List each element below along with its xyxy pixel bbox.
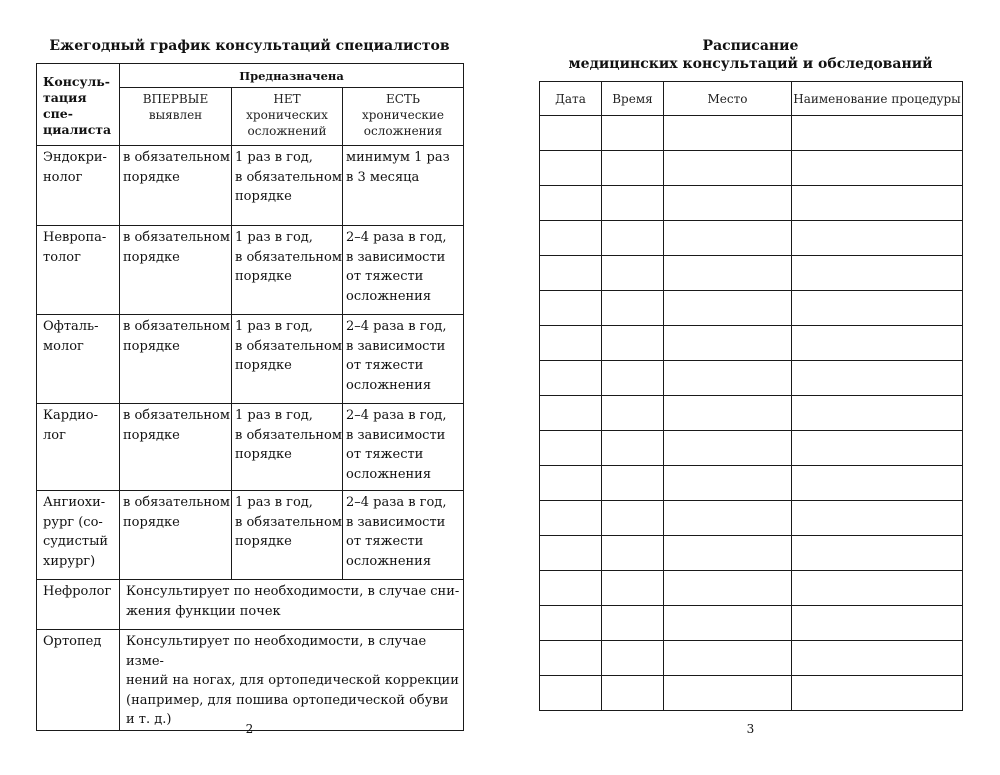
cell-line: 1 раз в год, <box>235 150 313 165</box>
schedule-row <box>540 396 963 431</box>
first-detected-cell <box>120 226 232 315</box>
table-row <box>37 580 464 630</box>
date-cell[interactable] <box>540 641 602 676</box>
place-cell[interactable] <box>664 571 792 606</box>
place-cell[interactable] <box>664 186 792 221</box>
date-cell[interactable] <box>540 396 602 431</box>
appointment-schedule-table <box>539 81 963 711</box>
schedule-row <box>540 256 963 291</box>
first-detected-cell <box>120 315 232 404</box>
cell-line: порядке <box>123 338 180 354</box>
specialist-cell <box>37 146 120 226</box>
cell-line: порядке <box>235 269 292 284</box>
schedule-row <box>540 641 963 676</box>
cell-line: нолог <box>43 169 83 185</box>
right-title-line-2: медицинских консультаций и обследований <box>568 56 933 72</box>
schedule-row <box>540 186 963 221</box>
cell-line: и т. д.) <box>126 712 172 727</box>
table-row <box>37 404 464 491</box>
no-complications-cell <box>232 315 343 404</box>
specialist-cell: Ортопед <box>37 630 120 731</box>
cell-line: в обязательном <box>123 495 230 510</box>
cell-line: ВПЕРВЫЕ <box>142 92 209 106</box>
page-number-left: 2 <box>245 722 254 736</box>
schedule-row <box>540 326 963 361</box>
schedule-row <box>540 571 963 606</box>
place-cell[interactable] <box>664 221 792 256</box>
place-cell[interactable] <box>664 326 792 361</box>
cell-line: НЕТ <box>273 92 301 106</box>
first-detected-cell <box>120 404 232 491</box>
date-cell[interactable] <box>540 116 602 151</box>
no-complications-cell <box>232 404 343 491</box>
schedule-row <box>540 291 963 326</box>
place-cell[interactable] <box>664 116 792 151</box>
cell-line: порядке <box>235 534 292 549</box>
procedure-cell[interactable] <box>792 221 963 256</box>
has-complications-cell <box>343 146 464 226</box>
procedure-cell[interactable] <box>792 396 963 431</box>
consultation-schedule-table <box>36 63 464 731</box>
cell-line: в обязательном <box>235 427 342 443</box>
time-cell[interactable] <box>602 536 664 571</box>
cell-line: Консуль- <box>43 74 110 89</box>
time-cell[interactable] <box>602 466 664 501</box>
cell-line: в зависимости <box>346 427 446 443</box>
schedule-row <box>540 431 963 466</box>
time-cell[interactable] <box>602 116 664 151</box>
header-specialist-consultation <box>37 64 120 146</box>
cell-line: порядке <box>123 427 180 443</box>
left-page-title: Ежегодный график консультаций специалистов <box>49 38 450 54</box>
table-row <box>37 146 464 226</box>
time-cell[interactable] <box>602 151 664 186</box>
date-cell[interactable] <box>540 606 602 641</box>
column-header-date: Дата <box>540 82 602 116</box>
column-header-time: Время <box>602 82 664 116</box>
cell-line: в обязательном <box>235 338 342 354</box>
has-complications-cell <box>343 404 464 491</box>
cell-line: от тяжести <box>346 534 424 549</box>
place-cell[interactable] <box>664 361 792 396</box>
date-cell[interactable] <box>540 431 602 466</box>
right-title-line-1: Расписание <box>702 38 799 54</box>
procedure-cell[interactable] <box>792 676 963 711</box>
specialist-cell <box>37 491 120 580</box>
time-cell[interactable] <box>602 431 664 466</box>
cell-line: 2–4 раза в год, <box>346 408 447 423</box>
cell-line: хронические <box>361 108 445 122</box>
date-cell[interactable] <box>540 571 602 606</box>
cell-line: от тяжести <box>346 269 424 284</box>
cell-line: 1 раз в год, <box>235 495 313 510</box>
table-row <box>37 315 464 404</box>
specialist-cell <box>37 315 120 404</box>
procedure-cell[interactable] <box>792 641 963 676</box>
place-cell[interactable] <box>664 466 792 501</box>
specialist-cell: Нефролог <box>37 580 120 630</box>
schedule-row <box>540 536 963 571</box>
cell-line: в зависимости <box>346 249 446 265</box>
cell-line: в обязательном <box>123 408 230 423</box>
schedule-row <box>540 151 963 186</box>
procedure-cell[interactable] <box>792 151 963 186</box>
table-row <box>37 226 464 315</box>
time-cell[interactable] <box>602 676 664 711</box>
table-row <box>37 491 464 580</box>
time-cell[interactable] <box>602 361 664 396</box>
time-cell[interactable] <box>602 221 664 256</box>
schedule-row <box>540 116 963 151</box>
cell-line: нений на ногах, для ортопедической коррекции <box>126 673 459 688</box>
cell-line: от тяжести <box>346 358 424 373</box>
cell-line: в обязательном <box>123 150 230 165</box>
procedure-cell[interactable] <box>792 326 963 361</box>
time-cell[interactable] <box>602 186 664 221</box>
procedure-cell[interactable] <box>792 536 963 571</box>
date-cell[interactable] <box>540 676 602 711</box>
procedure-cell[interactable] <box>792 186 963 221</box>
first-detected-cell <box>120 146 232 226</box>
has-complications-cell <box>343 226 464 315</box>
cell-line: ЕСТЬ <box>385 92 421 106</box>
column-header-procedure: Наименование процедуры <box>792 82 963 116</box>
cell-line: в обязательном <box>235 169 342 185</box>
procedure-cell[interactable] <box>792 431 963 466</box>
place-cell[interactable] <box>664 291 792 326</box>
cell-line: тация спе- <box>43 90 87 121</box>
cell-line: лог <box>43 427 66 443</box>
cell-line: в обязательном <box>123 319 230 334</box>
cell-line: рург (со- <box>43 514 103 530</box>
cell-line: 2–4 раза в год, <box>346 319 447 334</box>
table-row <box>37 630 464 731</box>
column-header-place: Место <box>664 82 792 116</box>
place-cell[interactable] <box>664 606 792 641</box>
cell-line: судистый <box>43 534 109 549</box>
consultation-note-cell <box>120 580 464 630</box>
cell-line: 1 раз в год, <box>235 230 313 245</box>
cell-line: минимум 1 раз <box>346 150 450 165</box>
cell-line: 1 раз в год, <box>235 408 313 423</box>
place-cell[interactable] <box>664 641 792 676</box>
specialist-cell <box>37 404 120 491</box>
has-complications-cell <box>343 315 464 404</box>
cell-line: хронических <box>246 108 328 122</box>
schedule-row <box>540 361 963 396</box>
no-complications-cell <box>232 226 343 315</box>
header-intended-for: Предназначена <box>120 64 464 88</box>
place-cell[interactable] <box>664 151 792 186</box>
page-number-right: 3 <box>746 722 755 736</box>
place-cell[interactable] <box>664 501 792 536</box>
cell-line: осложнения <box>346 377 432 393</box>
no-complications-cell <box>232 491 343 580</box>
procedure-cell[interactable] <box>792 501 963 536</box>
cell-line: в зависимости <box>346 338 446 354</box>
has-complications-cell <box>343 491 464 580</box>
schedule-header-row <box>540 82 963 116</box>
cell-line: осложнения <box>346 466 432 482</box>
schedule-row <box>540 221 963 256</box>
date-cell[interactable] <box>540 221 602 256</box>
cell-line: Ангиохи- <box>43 495 106 510</box>
cell-line: хирург) <box>43 553 96 569</box>
header-row-1 <box>37 64 464 88</box>
cell-line: 2–4 раза в год, <box>346 495 447 510</box>
schedule-row <box>540 606 963 641</box>
schedule-row <box>540 466 963 501</box>
cell-line: порядке <box>235 358 292 373</box>
cell-line: порядке <box>123 514 180 530</box>
schedule-row <box>540 676 963 711</box>
cell-line: молог <box>43 338 84 354</box>
cell-line: Кардио- <box>43 408 99 423</box>
date-cell[interactable] <box>540 291 602 326</box>
first-detected-cell <box>120 491 232 580</box>
header-has-complications <box>343 88 464 146</box>
procedure-cell[interactable] <box>792 116 963 151</box>
cell-line: порядке <box>123 169 180 185</box>
place-cell[interactable] <box>664 396 792 431</box>
place-cell[interactable] <box>664 676 792 711</box>
cell-line: осложнения <box>363 124 443 138</box>
cell-line: порядке <box>235 447 292 462</box>
date-cell[interactable] <box>540 326 602 361</box>
date-cell[interactable] <box>540 186 602 221</box>
date-cell[interactable] <box>540 501 602 536</box>
cell-line: (например, для пошива ортопедической обуви <box>126 692 449 708</box>
time-cell[interactable] <box>602 256 664 291</box>
header-first-detected <box>120 88 232 146</box>
cell-line: осложнения <box>346 288 432 304</box>
cell-line: в 3 месяца <box>346 169 420 185</box>
date-cell[interactable] <box>540 151 602 186</box>
schedule-row <box>540 501 963 536</box>
cell-line: в обязательном <box>235 249 342 265</box>
no-complications-cell <box>232 146 343 226</box>
cell-line: циалиста <box>43 122 112 137</box>
procedure-cell[interactable] <box>792 291 963 326</box>
right-page-title <box>539 37 962 73</box>
cell-line: порядке <box>123 249 180 265</box>
cell-line: Консультирует по необходимости, в случае изме- <box>126 634 427 669</box>
cell-line: Офталь- <box>43 319 99 334</box>
date-cell[interactable] <box>540 361 602 396</box>
specialist-cell <box>37 226 120 315</box>
cell-line: в обязательном <box>123 230 230 245</box>
cell-line: порядке <box>235 189 292 204</box>
cell-line: осложнений <box>247 124 327 138</box>
time-cell[interactable] <box>602 606 664 641</box>
procedure-cell[interactable] <box>792 256 963 291</box>
cell-line: от тяжести <box>346 447 424 462</box>
date-cell[interactable] <box>540 256 602 291</box>
cell-line: Консультирует по необходимости, в случае сни- <box>126 584 460 599</box>
time-cell[interactable] <box>602 326 664 361</box>
consultation-note-cell <box>120 630 464 731</box>
cell-line: жения функции почек <box>126 603 281 619</box>
header-no-complications <box>232 88 343 146</box>
time-cell[interactable] <box>602 396 664 431</box>
place-cell[interactable] <box>664 536 792 571</box>
place-cell[interactable] <box>664 256 792 291</box>
date-cell[interactable] <box>540 466 602 501</box>
cell-line: в зависимости <box>346 514 446 530</box>
procedure-cell[interactable] <box>792 571 963 606</box>
cell-line: в обязательном <box>235 514 342 530</box>
procedure-cell[interactable] <box>792 361 963 396</box>
time-cell[interactable] <box>602 501 664 536</box>
time-cell[interactable] <box>602 291 664 326</box>
cell-line: 1 раз в год, <box>235 319 313 334</box>
time-cell[interactable] <box>602 641 664 676</box>
place-cell[interactable] <box>664 431 792 466</box>
procedure-cell[interactable] <box>792 606 963 641</box>
cell-line: толог <box>43 249 81 265</box>
cell-line: выявлен <box>148 108 203 122</box>
time-cell[interactable] <box>602 571 664 606</box>
cell-line: Эндокри- <box>43 150 107 165</box>
procedure-cell[interactable] <box>792 466 963 501</box>
cell-line: 2–4 раза в год, <box>346 230 447 245</box>
cell-line: Невропа- <box>43 230 107 245</box>
cell-line: осложнения <box>346 553 432 569</box>
date-cell[interactable] <box>540 536 602 571</box>
